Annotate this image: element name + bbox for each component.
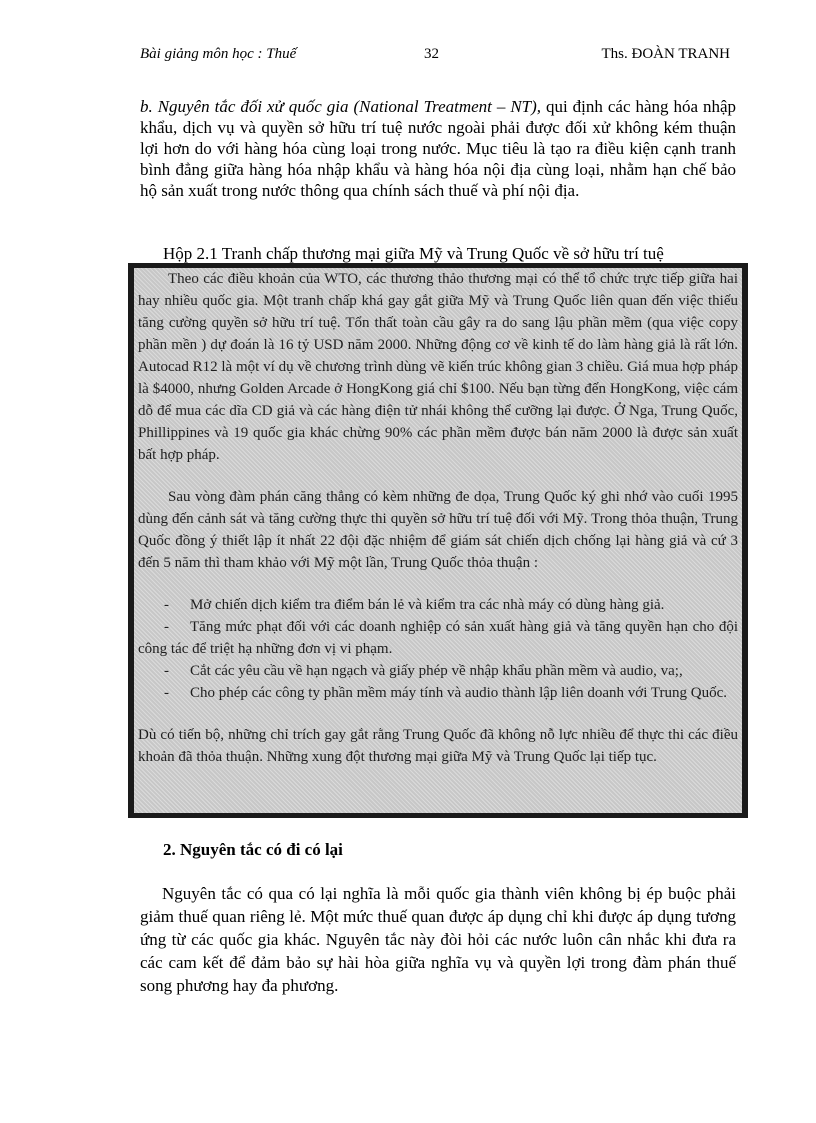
bullet-dash: - [164, 663, 169, 679]
national-treatment-paragraph [140, 96, 736, 201]
bullet-dash: - [164, 685, 169, 701]
list-item-text: Cắt các yêu cầu về hạn ngạch và giấy phép về nhập khẩu phần mềm và audio, va;, [190, 663, 683, 679]
box-paragraph-1: Theo các điều khoản của WTO, các thương thảo thương mại có thể tổ chức trực tiếp giữa hai hay nhiều quốc gia. Một tranh chấp khá gay gắt giữa Mỹ và Trung Quốc liên quan đến việc thiếu tăng cường quyền sở hữu trí tuệ. Tổn thất toàn cầu gây ra do sang lậu phần mềm (qua việc copy phần mền ) dự đoán là 16 tỷ USD năm 2000. Những động cơ về kinh tế do làm hàng giả là rất lớn. Autocad R12 là một ví dụ về chương trình dùng vẽ kiến trúc không gian 3 chiều. Giá mua hợp pháp là $4000, nhưng Golden Arcade ở HongKong giá chỉ $100. Nếu bạn từng đến HongKong, việc cám dỗ để mua các dĩa CD giả và các hàng điện tử nhái không thể cưỡng lại được. Ở Nga, Trung Quốc, Phillippines và 19 quốc gia khác chừng 90% các phần mềm được bán năm 2000 là được sản xuất bất hợp pháp. [138, 271, 738, 463]
list-item [138, 594, 738, 616]
header-course-title: Bài giảng môn học : Thuế [140, 46, 297, 62]
box-paragraph-2: Sau vòng đàm phán căng thẳng có kèm những đe dọa, Trung Quốc ký ghi nhớ vào cuối 1995 dùng đến cảnh sát và tăng cường thực thi quyền sở hữu trí tuệ đối với Mỹ. Trong thỏa thuận, Trung Quốc đồng ý thiết lập ít nhất 22 đội đặc nhiệm để giám sát chiến dịch chống lại hàng giả và cứ 3 đến 5 năm thì tham khảo với Mỹ một lần, Trung Quốc thỏa thuận : [138, 489, 738, 571]
list-item [138, 616, 738, 660]
national-treatment-body: qui định các hàng hóa nhập khẩu, dịch vụ và quyền sở hữu trí tuệ nước ngoài phải được đối xử không kém thuận lợi hơn do với hàng hóa cùng loại trong nước. Mục tiêu là tạo ra điều kiện cạnh tranh bình đẳng giữa hàng hóa nhập khẩu và hàng hóa nội địa cùng loại, nhằm hạn chế bảo hộ sản xuất trong nước thông qua chính sách thuế và phí nội địa. [140, 97, 736, 200]
list-item-text: Tăng mức phạt đối với các doanh nghiệp có sản xuất hàng giả và tăng quyền hạn cho đội công tác để triệt hạ những đơn vị vi phạm. [138, 619, 738, 657]
case-study-content [134, 268, 742, 813]
list-item [138, 660, 738, 682]
header-page-number: 32 [424, 46, 439, 62]
box-caption: Hộp 2.1 Tranh chấp thương mại giữa Mỹ và Trung Quốc về sở hữu trí tuệ [163, 244, 664, 263]
national-treatment-lead: b. Nguyên tắc đối xử quốc gia (National Treatment – NT), [140, 97, 542, 116]
page-header [140, 46, 730, 70]
list-item-text: Cho phép các công ty phần mềm máy tính và audio thành lập liên doanh với Trung Quốc. [190, 685, 728, 701]
box-bullet-list [138, 594, 738, 704]
reciprocity-paragraph [140, 882, 736, 997]
section-heading: 2. Nguyên tắc có đi có lại [163, 840, 343, 859]
reciprocity-body: Nguyên tắc có qua có lại nghĩa là mỗi quốc gia thành viên không bị ép buộc phải giảm thuế quan riêng lẻ. Một mức thuế quan được áp dụng chỉ khi được áp dụng tương ứng từ các quốc gia khác. Nguyên tắc này đòi hỏi các nước luôn cân nhắc khi đưa ra các cam kết để đảm bảo sự hài hòa giữa nghĩa vụ và quyền lợi trong đàm phán thuế song phương hay đa phương. [140, 884, 736, 995]
box-paragraph-3: Dù có tiến bộ, những chỉ trích gay gắt rằng Trung Quốc đã không nỗ lực nhiều để thực thi các điều khoản đã thỏa thuận. Những xung đột thương mại giữa Mỹ và Trung Quốc lại tiếp tục. [138, 727, 738, 765]
case-study-box [128, 263, 748, 818]
bullet-dash: - [164, 597, 169, 613]
header-author: Ths. ĐOÀN TRANH [601, 46, 730, 62]
bullet-dash: - [164, 619, 169, 635]
list-item-text: Mở chiến dịch kiểm tra điểm bán lẻ và kiểm tra các nhà máy có dùng hàng giả. [190, 597, 665, 613]
list-item [138, 682, 738, 704]
